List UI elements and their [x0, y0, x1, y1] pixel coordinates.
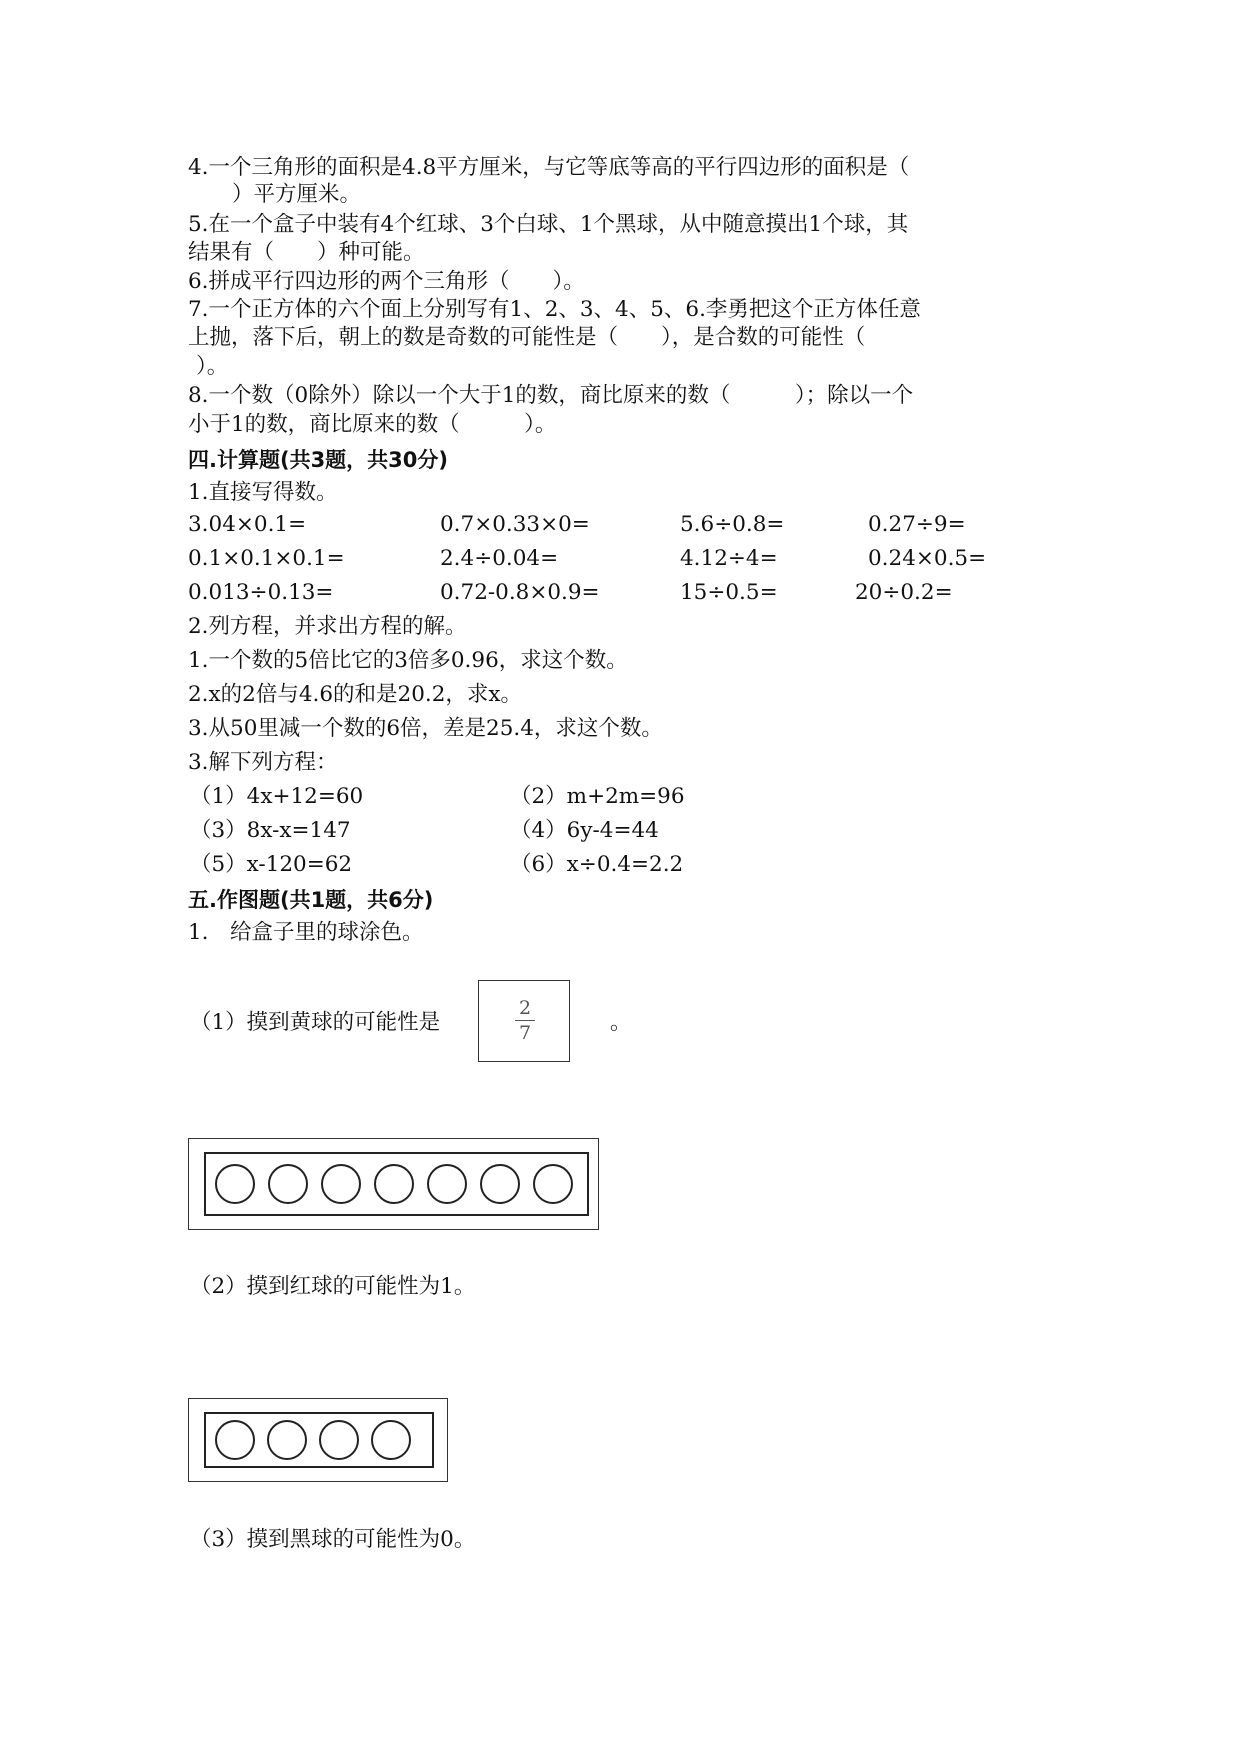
section-calc-heading: 四.计算题(共3题，共30分) [188, 448, 449, 472]
direct-cell: 15÷0.5= [680, 580, 778, 605]
direct-cell: 0.72-0.8×0.9= [440, 580, 600, 605]
equation: （2）m+2m=96 [510, 784, 685, 809]
calc-q1-title: 1.直接写得数。 [188, 480, 338, 505]
fraction [515, 997, 535, 1044]
direct-cell: 0.24×0.5= [868, 546, 987, 571]
ball-circle[interactable] [427, 1164, 467, 1204]
calc-q2-item: 1.一个数的5倍比它的3倍多0.96，求这个数。 [188, 648, 628, 673]
direct-cell: 2.4÷0.04= [440, 546, 559, 571]
part1-end: 。 [610, 1010, 632, 1035]
question-7-line-1: 7.一个正方体的六个面上分别写有1、2、3、4、5、6.李勇把这个正方体任意 [188, 297, 921, 322]
calc-q2-item: 3.从50里减一个数的6倍，差是25.4，求这个数。 [188, 716, 663, 741]
direct-cell: 0.1×0.1×0.1= [188, 546, 345, 571]
part2-label: （2）摸到红球的可能性为1。 [190, 1274, 476, 1299]
direct-cell: 3.04×0.1= [188, 512, 307, 537]
ball-circle[interactable] [215, 1420, 255, 1460]
ball-circle[interactable] [374, 1164, 414, 1204]
calc-q3-title: 3.解下列方程： [188, 750, 338, 775]
calc-q2-item: 2.x的2倍与4.6的和是20.2，求x。 [188, 682, 523, 707]
question-8-line-1: 8.一个数（0除外）除以一个大于1的数，商比原来的数（ ）；除以一个 [188, 383, 914, 408]
direct-cell: 0.7×0.33×0= [440, 512, 590, 537]
part1-label: （1）摸到黄球的可能性是 [190, 1010, 441, 1035]
question-8-line-2: 小于1的数，商比原来的数（ ）。 [188, 412, 557, 437]
question-7-line-3: ）。 [196, 354, 229, 379]
question-5-line-2: 结果有（ ）种可能。 [188, 240, 425, 265]
direct-cell: 0.27÷9= [868, 512, 966, 537]
fraction-box [478, 980, 570, 1062]
ball-circle[interactable] [268, 1164, 308, 1204]
equation: （4）6y-4=44 [510, 818, 659, 843]
direct-cell: 4.12÷4= [680, 546, 778, 571]
ball-circle[interactable] [480, 1164, 520, 1204]
question-4-line-2: ）平方厘米。 [232, 182, 362, 207]
question-5-line-1: 5.在一个盒子中装有4个红球、3个白球、1个黑球，从中随意摸出1个球，其 [188, 212, 909, 237]
equation: （1）4x+12=60 [190, 784, 364, 809]
direct-cell: 0.013÷0.13= [188, 580, 334, 605]
ball-circle[interactable] [267, 1420, 307, 1460]
ball-circle[interactable] [215, 1164, 255, 1204]
ball-circle[interactable] [371, 1420, 411, 1460]
equation: （6）x÷0.4=2.2 [510, 852, 684, 877]
ball-circle[interactable] [533, 1164, 573, 1204]
equation: （3）8x-x=147 [190, 818, 351, 843]
draw-q1-title: 1. 给盒子里的球涂色。 [188, 920, 424, 945]
direct-cell: 20÷0.2= [855, 580, 953, 605]
ball-circle[interactable] [321, 1164, 361, 1204]
section-draw-heading: 五.作图题(共1题，共6分) [188, 888, 434, 912]
fraction-denominator: 7 [518, 1022, 532, 1044]
question-6: 6.拼成平行四边形的两个三角形（ ）。 [188, 269, 585, 294]
ball-circle[interactable] [319, 1420, 359, 1460]
direct-cell: 5.6÷0.8= [680, 512, 785, 537]
question-7-line-2: 上抛，落下后，朝上的数是奇数的可能性是（ ），是合数的可能性（ [188, 325, 866, 350]
calc-q2-title: 2.列方程，并求出方程的解。 [188, 614, 467, 639]
question-4-line-1: 4.一个三角形的面积是4.8平方厘米，与它等底等高的平行四边形的面积是（ [188, 155, 910, 180]
equation: （5）x-120=62 [190, 852, 353, 877]
fraction-numerator: 2 [518, 997, 532, 1019]
part3-label: （3）摸到黑球的可能性为0。 [190, 1527, 476, 1552]
